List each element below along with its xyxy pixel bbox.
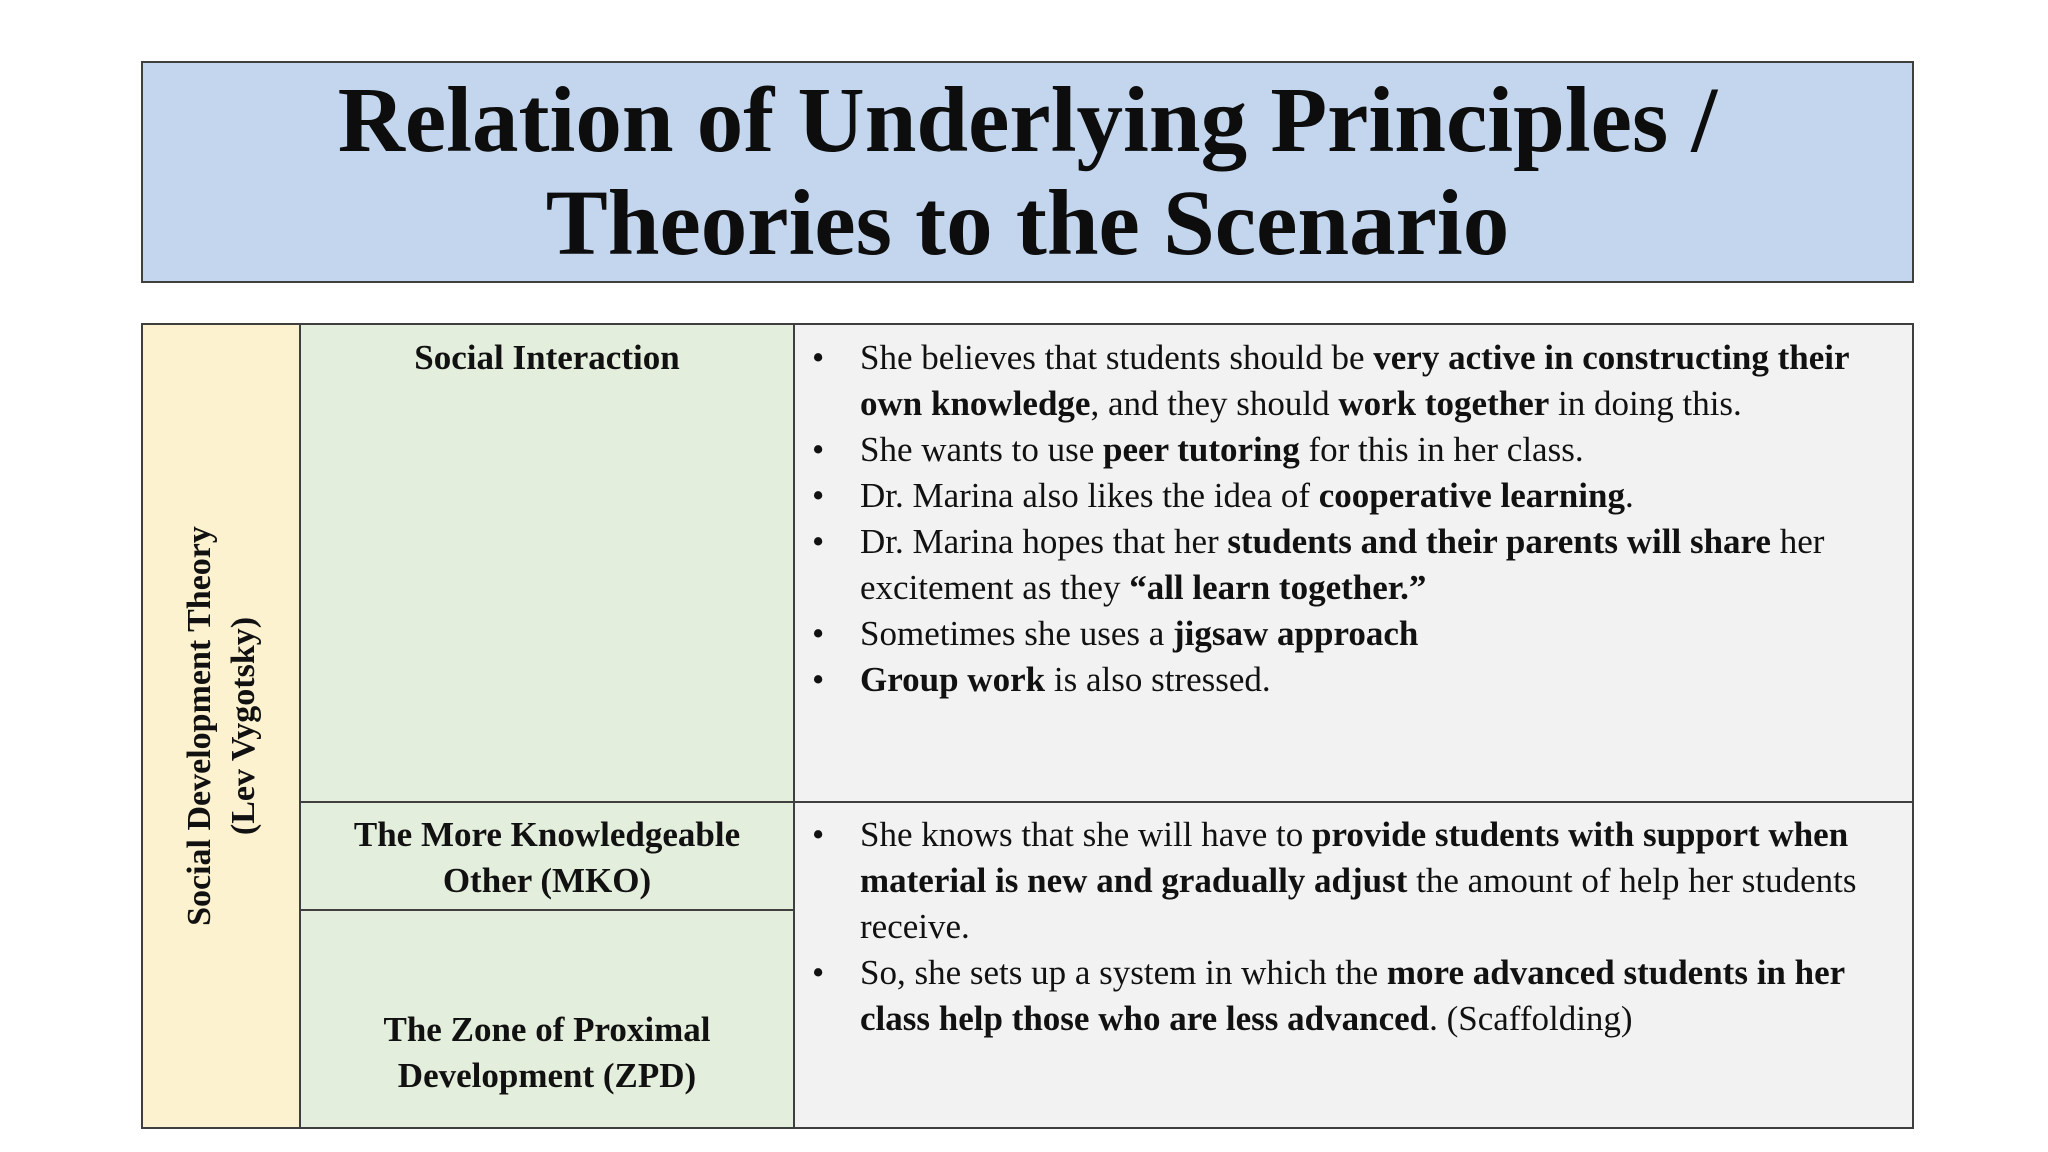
bullet-text: She believes that students should be xyxy=(860,338,1374,377)
title-line-2: Theories to the Scenario xyxy=(545,172,1510,275)
bullet-text: the amount of help her students receive. xyxy=(860,861,1857,946)
bullet-text: She wants to use xyxy=(860,430,1104,469)
principle-zpd-line-1: The Zone of Proximal xyxy=(383,1010,711,1049)
theory-label xyxy=(178,526,266,926)
social-interaction-bullet-list xyxy=(810,335,1882,703)
principle-mko-line-1: The More Knowledgeable xyxy=(353,815,741,854)
bullet-text: Dr. Marina also likes the idea of xyxy=(860,476,1319,515)
title-line-1: Relation of Underlying Principles / xyxy=(337,69,1718,172)
bullet-item xyxy=(810,427,1882,473)
bullet-item xyxy=(810,611,1882,657)
theory-table xyxy=(141,323,1914,1129)
bullet-text-bold: peer tutoring xyxy=(1103,430,1300,469)
bullet-text: her excitement as they xyxy=(860,522,1825,607)
principle-mko-line-2: Other (MKO) xyxy=(442,861,652,900)
bullet-item xyxy=(810,657,1882,703)
bullet-item xyxy=(810,519,1882,611)
bullet-text-bold: “all learn together.” xyxy=(1129,568,1427,607)
principle-cell-social-interaction xyxy=(301,325,795,803)
bullet-text-bold: Group work xyxy=(860,660,1046,699)
bullet-text: . xyxy=(1624,476,1634,515)
bullet-text: Dr. Marina hopes that her xyxy=(860,522,1228,561)
mko-zpd-bullet-list xyxy=(810,812,1882,1042)
bullet-text: Sometimes she uses a xyxy=(860,614,1174,653)
theory-author: (Lev Vygotsky) xyxy=(225,616,262,836)
bullet-item xyxy=(810,335,1882,427)
bullet-text-bold: jigsaw approach xyxy=(1173,614,1419,653)
theory-cell xyxy=(143,325,301,1127)
bullet-item xyxy=(810,812,1882,950)
bullet-text: , and they should xyxy=(1090,384,1339,423)
description-cell-social-interaction xyxy=(795,325,1912,803)
bullet-text: She knows that she will have to xyxy=(860,815,1313,854)
theory-name: Social Development Theory xyxy=(181,526,218,926)
bullet-item xyxy=(810,473,1882,519)
bullet-text-bold: cooperative learning xyxy=(1318,476,1625,515)
bullet-text-bold: more advanced students in her class help those who are less advanced xyxy=(860,953,1845,1038)
bullet-text: in doing this. xyxy=(1549,384,1742,423)
principle-cell-zpd xyxy=(301,911,795,1127)
description-cell-mko-zpd xyxy=(795,803,1912,1127)
bullet-item xyxy=(810,950,1882,1042)
bullet-text: for this in her class. xyxy=(1299,430,1584,469)
bullet-text: So, she sets up a system in which the xyxy=(860,953,1387,992)
bullet-text-bold: provide students with support when material is new and gradually adjust xyxy=(860,815,1849,900)
principle-cell-mko xyxy=(301,803,795,911)
title-banner xyxy=(141,61,1914,283)
bullet-text: is also stressed. xyxy=(1045,660,1271,699)
principle-social-interaction-label: Social Interaction xyxy=(414,338,680,377)
bullet-text-bold: work together xyxy=(1338,384,1550,423)
bullet-text: . (Scaffolding) xyxy=(1429,999,1633,1038)
bullet-text-bold: very active in constructing their own knowledge xyxy=(860,338,1849,423)
principle-zpd-line-2: Development (ZPD) xyxy=(397,1056,697,1095)
bullet-text-bold: students and their parents will share xyxy=(1227,522,1771,561)
